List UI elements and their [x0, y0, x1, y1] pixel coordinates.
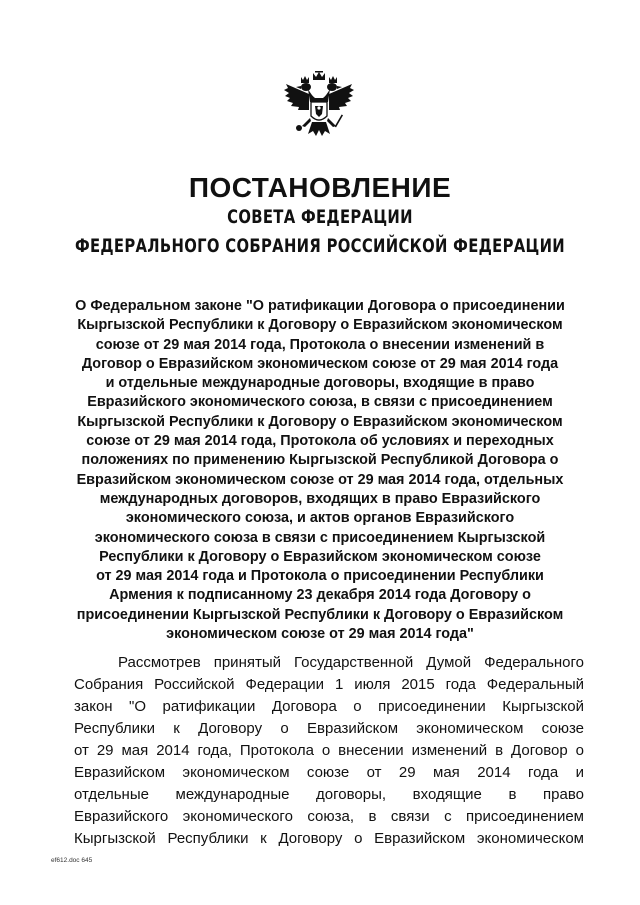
document-title: ПОСТАНОВЛЕНИЕ	[188, 172, 452, 203]
heading-line: положениях по применению Кыргызской Республикой Договора о	[81, 452, 559, 469]
body-line: Кыргызской Республики к Договору о Евразийском экономическом	[74, 830, 584, 847]
heading-line: Армения к подписанному 23 декабря 2014 года Договору о	[109, 587, 531, 604]
body-line: закон "О ратификации Договора о присоединении Кыргызской	[74, 698, 584, 715]
heading-line: экономическом союзе от 29 мая 2014 года"	[166, 626, 474, 643]
heading-line: экономического союза в связи с присоединением Кыргызской	[94, 529, 546, 546]
resolution-heading	[52, 297, 588, 644]
body-line: отдельные международные договоры, входящие в право	[74, 786, 584, 803]
heading-line: экономического союза, и актов органов Евразийского	[125, 510, 515, 527]
coat-of-arms-icon	[282, 70, 356, 142]
heading-line: Договор о Евразийском экономическом союзе от 29 мая 2014 года	[81, 355, 559, 372]
body-line: Евразийском экономическом союзе от 29 мая 2014 года и	[74, 764, 584, 781]
heading-line: Евразийском экономическом союзе от 29 мая 2014 года, отдельных	[76, 471, 564, 488]
heading-line: Республики к Договору о Евразийском экономическом союзе	[99, 548, 541, 565]
heading-line: международных договоров, входящих в право Евразийского	[99, 490, 541, 507]
heading-line: Кыргызской Республики к Договору о Евразийском экономическом	[77, 317, 563, 334]
heading-line: союзе от 29 мая 2014 года, Протокола о внесении изменений в	[95, 336, 545, 353]
body-line: от 29 мая 2014 года, Протокола о внесении изменений в Договор о	[74, 742, 584, 759]
heading-line: Евразийского экономического союза, в связи с присоединением	[87, 394, 553, 411]
heading-line: присоединении Кыргызской Республики к Договору о Евразийском	[76, 606, 564, 623]
body-line: Рассмотрев принятый Государственной Думой Федерального	[118, 654, 584, 671]
body-line: Собрания Российской Федерации 1 июля 2015 года Федеральный	[74, 676, 584, 693]
heading-line: и отдельные международные договоры, входящие в право	[105, 375, 535, 392]
body-line: Республики к Договору о Евразийском экономическом союзе	[74, 720, 584, 737]
body-paragraph	[74, 652, 584, 850]
issuer-line-1: СОВЕТА ФЕДЕРАЦИИ	[227, 206, 413, 228]
body-line: Евразийского экономического союза, в связи с присоединением	[74, 808, 584, 825]
heading-line: О Федеральном законе "О ратификации Договора о присоединении	[75, 298, 565, 314]
heading-line: союзе от 29 мая 2014 года, Протокола об условиях и переходных	[86, 433, 554, 450]
heading-line: от 29 мая 2014 года и Протокола о присоединении Республики	[96, 568, 544, 585]
document-code: ef612.doc 645	[51, 857, 93, 864]
heading-line: Кыргызской Республики к Договору о Евразийском экономическом	[77, 413, 563, 430]
issuer-line-2: ФЕДЕРАЛЬНОГО СОБРАНИЯ РОССИЙСКОЙ ФЕДЕРАЦИИ	[74, 235, 566, 257]
